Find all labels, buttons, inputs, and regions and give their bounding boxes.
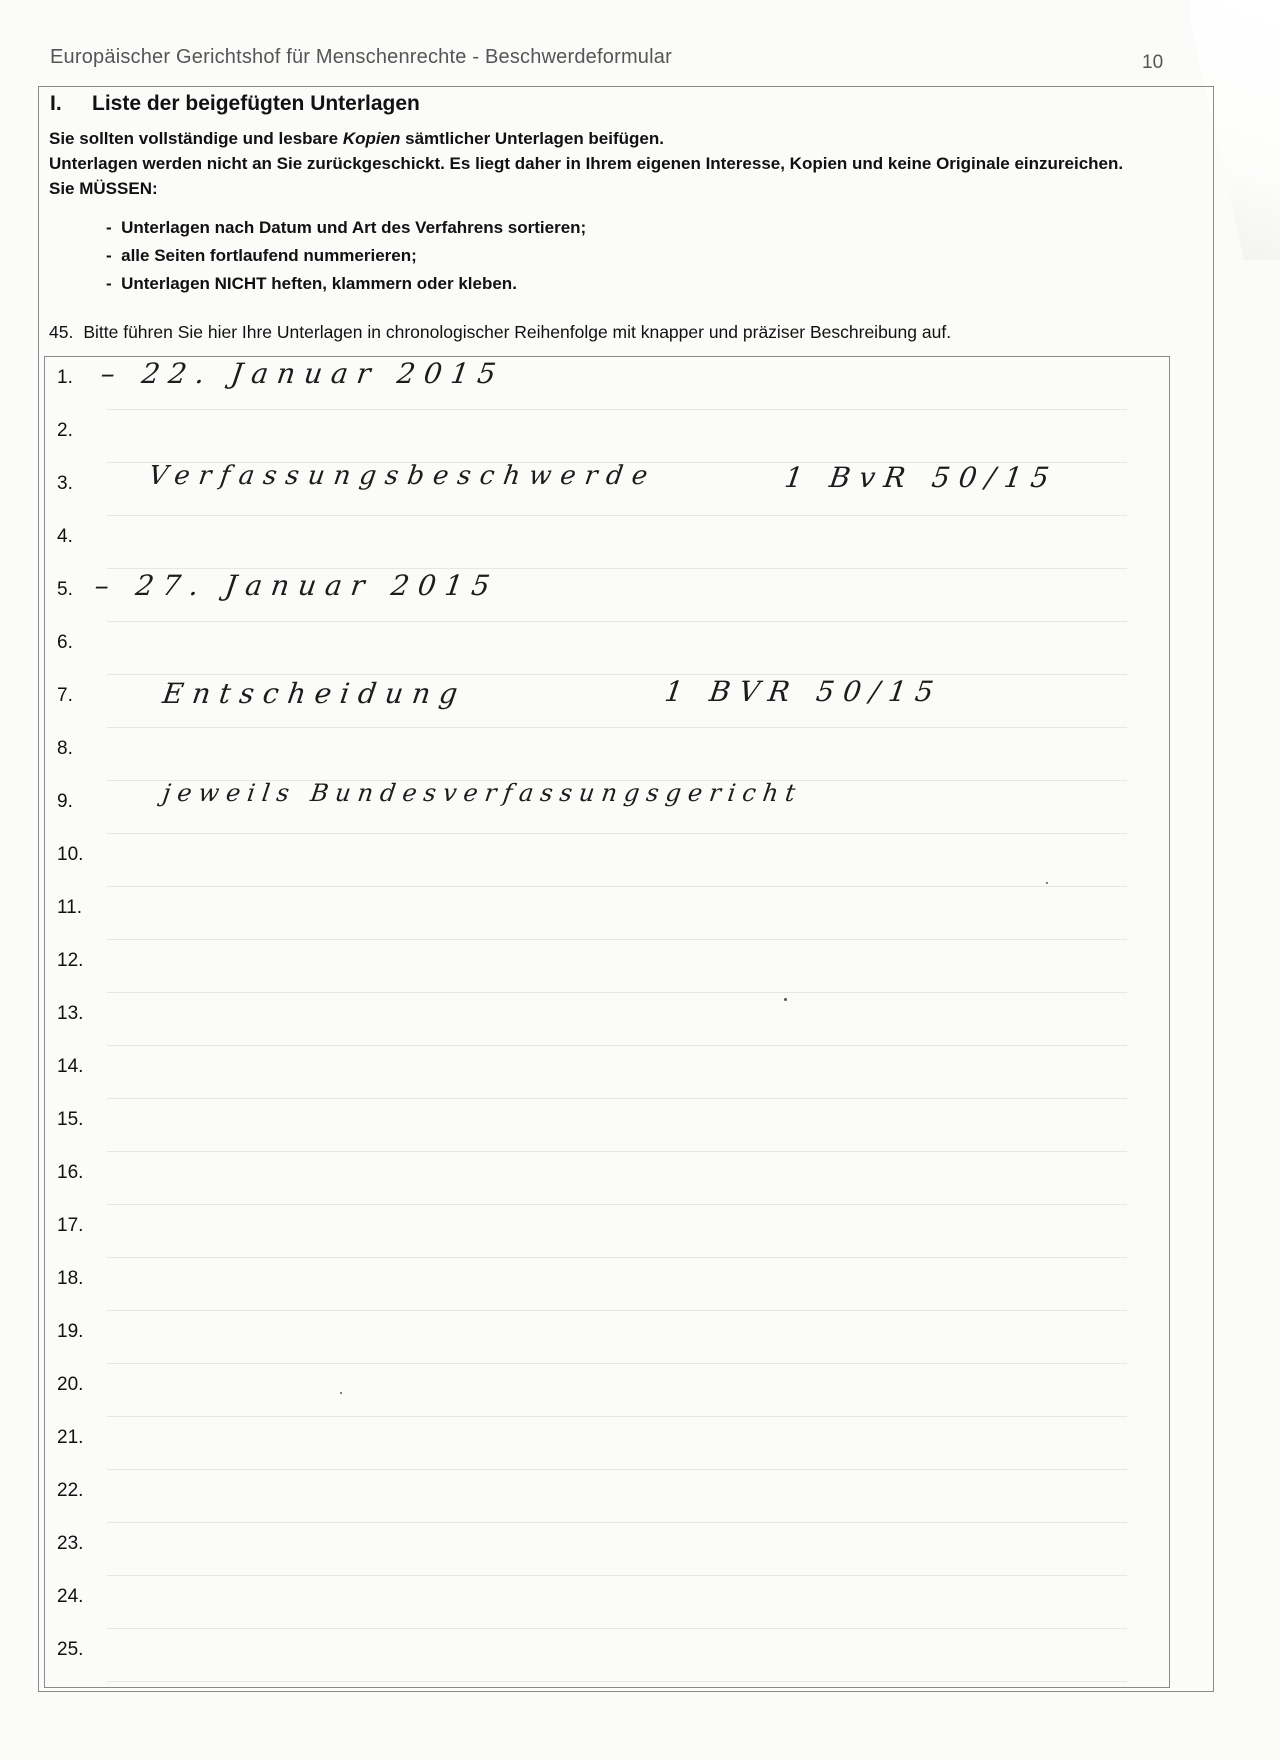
handwritten-entry-3a: Verfassungsbeschwerde <box>146 461 659 491</box>
requirement-item: - alle Seiten fortlaufend nummerieren; <box>106 242 586 270</box>
row-number: 11. <box>57 897 83 918</box>
list-row[interactable] <box>45 1152 1169 1205</box>
instruction-copies <box>49 126 1209 151</box>
list-row[interactable] <box>45 516 1169 569</box>
document-header: Europäischer Gerichtshof für Menschenrechte - Beschwerdeformular <box>50 46 672 68</box>
list-row[interactable] <box>45 1046 1169 1099</box>
row-number: 10. <box>57 844 84 865</box>
list-row[interactable] <box>45 1576 1169 1629</box>
list-row[interactable] <box>45 887 1169 940</box>
instructions <box>49 126 1209 201</box>
question-number: 45. <box>49 322 74 342</box>
handwritten-entry-7b: 1 BVR 50/15 <box>662 675 945 708</box>
row-number: 19. <box>57 1321 84 1342</box>
list-row[interactable] <box>45 1523 1169 1576</box>
requirement-item: - Unterlagen nach Datum und Art des Verfahrens sortieren; <box>106 214 586 242</box>
list-row[interactable] <box>45 622 1169 675</box>
row-number: 17. <box>57 1215 84 1236</box>
instruction-must: Sie MÜSSEN: <box>49 179 158 198</box>
instruction-copies-italic: Kopien <box>342 129 401 148</box>
row-number: 16. <box>57 1162 84 1183</box>
row-number: 18. <box>57 1268 84 1289</box>
row-number: 2. <box>57 420 73 441</box>
row-number: 24. <box>57 1586 84 1607</box>
list-row[interactable] <box>45 834 1169 887</box>
requirement-item: - Unterlagen NICHT heften, klammern oder kleben. <box>106 270 586 298</box>
list-row[interactable] <box>45 1364 1169 1417</box>
handwritten-date-5: – 27. Januar 2015 <box>92 569 501 602</box>
list-row[interactable] <box>45 1205 1169 1258</box>
row-number: 21. <box>57 1427 84 1448</box>
list-row[interactable] <box>45 1417 1169 1470</box>
list-row[interactable] <box>45 940 1169 993</box>
section-title: Liste der beigefügten Unterlagen <box>92 92 420 115</box>
handwritten-entry-9: jeweils Bundesverfassungsgericht <box>161 779 804 807</box>
scan-speck <box>784 998 787 1001</box>
scan-speck <box>1046 882 1048 884</box>
instruction-copies-a: Sie sollten vollständige und lesbare <box>49 129 343 148</box>
row-number: 22. <box>57 1480 84 1501</box>
section-heading <box>50 92 420 116</box>
row-number: 23. <box>57 1533 84 1554</box>
instruction-copies-b: sämtlicher Unterlagen beifügen. <box>400 129 664 148</box>
page-number: 10 <box>1142 52 1164 73</box>
section-number: I. <box>50 92 62 115</box>
handwritten-date-1: – 22. Januar 2015 <box>98 357 507 390</box>
row-number: 20. <box>57 1374 84 1395</box>
row-number: 9. <box>57 791 73 812</box>
row-number: 4. <box>57 526 73 547</box>
handwritten-entry-7a: Entscheidung <box>160 677 469 710</box>
question-text: Bitte führen Sie hier Ihre Unterlagen in chronologischer Reihenfolge mit knapper und präziser Beschreibung auf. <box>83 322 952 342</box>
row-number: 15. <box>57 1109 84 1130</box>
row-number: 5. <box>57 579 73 600</box>
row-number: 3. <box>57 473 73 494</box>
handwritten-entry-3b: 1 BvR 50/15 <box>782 461 1061 494</box>
row-number: 13. <box>57 1003 84 1024</box>
list-row[interactable] <box>45 1629 1169 1682</box>
row-number: 25. <box>57 1639 84 1660</box>
row-number: 8. <box>57 738 73 759</box>
row-number: 1. <box>57 367 73 388</box>
list-row[interactable] <box>45 1099 1169 1152</box>
scan-speck <box>340 1392 342 1394</box>
row-rule <box>107 1681 1127 1682</box>
row-number: 7. <box>57 685 73 706</box>
list-row[interactable] <box>45 993 1169 1046</box>
row-number: 14. <box>57 1056 84 1077</box>
list-row[interactable] <box>45 728 1169 781</box>
list-row[interactable] <box>45 1311 1169 1364</box>
list-row[interactable] <box>45 1470 1169 1523</box>
question-45 <box>49 322 951 343</box>
row-number: 12. <box>57 950 84 971</box>
list-row[interactable] <box>45 410 1169 463</box>
list-row[interactable] <box>45 1258 1169 1311</box>
document-list[interactable] <box>44 356 1170 1688</box>
row-number: 6. <box>57 632 73 653</box>
requirement-list <box>106 214 586 298</box>
instruction-return: Unterlagen werden nicht an Sie zurückgeschickt. Es liegt daher in Ihrem eigenen Interesse, Kopien und keine Originale einzureichen. <box>49 154 1124 173</box>
